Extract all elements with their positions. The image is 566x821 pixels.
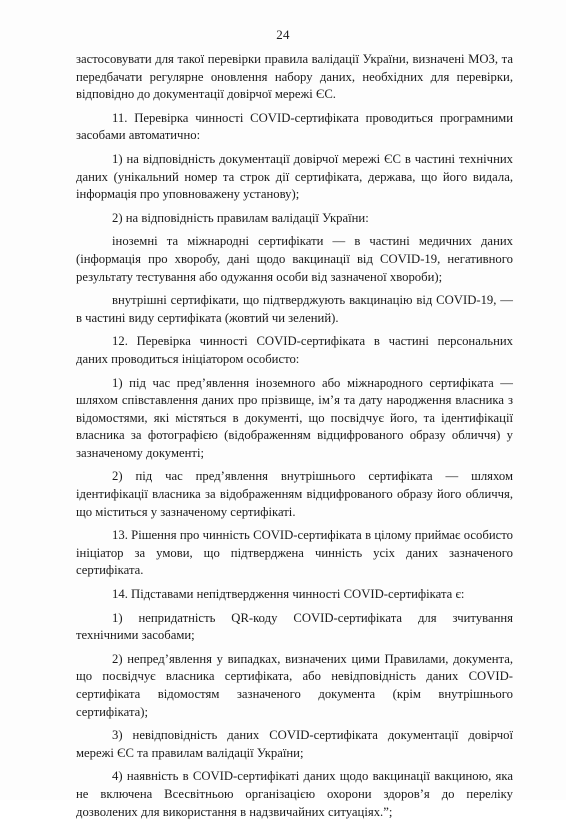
paragraph-clause-14-item-1: 1) непридатність QR-коду COVID-сертифіката для зчитування технічними засобами; (76, 610, 513, 643)
paragraph-domestic-certificates: внутрішні сертифікати, що підтверджують вакцинацію від COVID-19, — в частині виду сертифіката (жовтий чи зелений). (76, 293, 513, 325)
paragraph-clause-14-item-2: 2) непред’явлення у випадках, визначених цими Правилами, документа, що посвідчує власника сертифіката, або невідповідність даних COVID-сертифіката відомостям зазначеного документа (крім внутрішнього сертифіката); (76, 651, 513, 719)
document-body (76, 51, 513, 821)
paragraph-clause-14-item-3: 3) невідповідність даних COVID-сертифіката документації довірчої мережі ЄС та правилам валідації України; (76, 728, 513, 760)
paragraph-clause-14: 14. Підставами непідтвердження чинності COVID-сертифіката є: (112, 587, 465, 602)
paragraph-foreign-certificates: іноземні та міжнародні сертифікати — в частині медичних даних (інформація про хворобу, дані щодо вакцинації від COVID-19, негативного результату тестування або одужання особи від зазначеної хвороби); (76, 234, 513, 284)
paragraph-clause-11-item-1: 1) на відповідність документації довірчої мережі ЄС в частині технічних даних (унікальний номер та строк дії сертифіката, держава, що його видала, інформація про уповноважену установу); (76, 151, 513, 202)
paragraph-clause-13: 13. Рішення про чинність COVID-сертифіката в цілому приймає особисто ініціатор за умови, що підтверджена чинність усіх даних зазначеного сертифіката. (76, 528, 513, 578)
paragraph-clause-12-item-2: 2) під час пред’явлення внутрішнього сертифіката — шляхом ідентифікації власника за відображенням відцифрованого образу його обличчя, що міститься у зазначеному сертифікаті. (76, 469, 513, 519)
page-number: 24 (276, 27, 290, 42)
paragraph-continuation: застосовувати для такої перевірки правила валідації України, визначені МОЗ, та передбачати регулярне оновлення набору даних, необхідних для перевірки, відповідно до документації довірчої мережі ЄС. (76, 52, 513, 102)
paragraph-clause-12: 12. Перевірка чинності COVID-сертифіката в частині персональних даних проводиться ініціатором особисто: (76, 334, 513, 366)
paragraph-clause-11-item-2: 2) на відповідність правилам валідації України: (112, 210, 369, 225)
paragraph-clause-12-item-1: 1) під час пред’явлення іноземного або міжнародного сертифіката — шляхом співставлення даних про прізвище, ім’я та дату народження власника з відомостями, які містяться в документі, що посвідчує його, та ідентифікації власника за фотографією (відображенням відцифрованого образу обличчя) у зазначеному документі; (76, 375, 513, 460)
paragraph-clause-11: 11. Перевірка чинності COVID-сертифіката проводиться програмними засобами автоматично: (76, 110, 513, 143)
paragraph-clause-14-item-4: 4) наявність в COVID-сертифікаті даних щодо вакцинації вакциною, яка не включена Всесвітньою організацією охорони здоров’я до переліку дозволених для використання в надзвичайних ситуаціях.”; (76, 769, 513, 819)
